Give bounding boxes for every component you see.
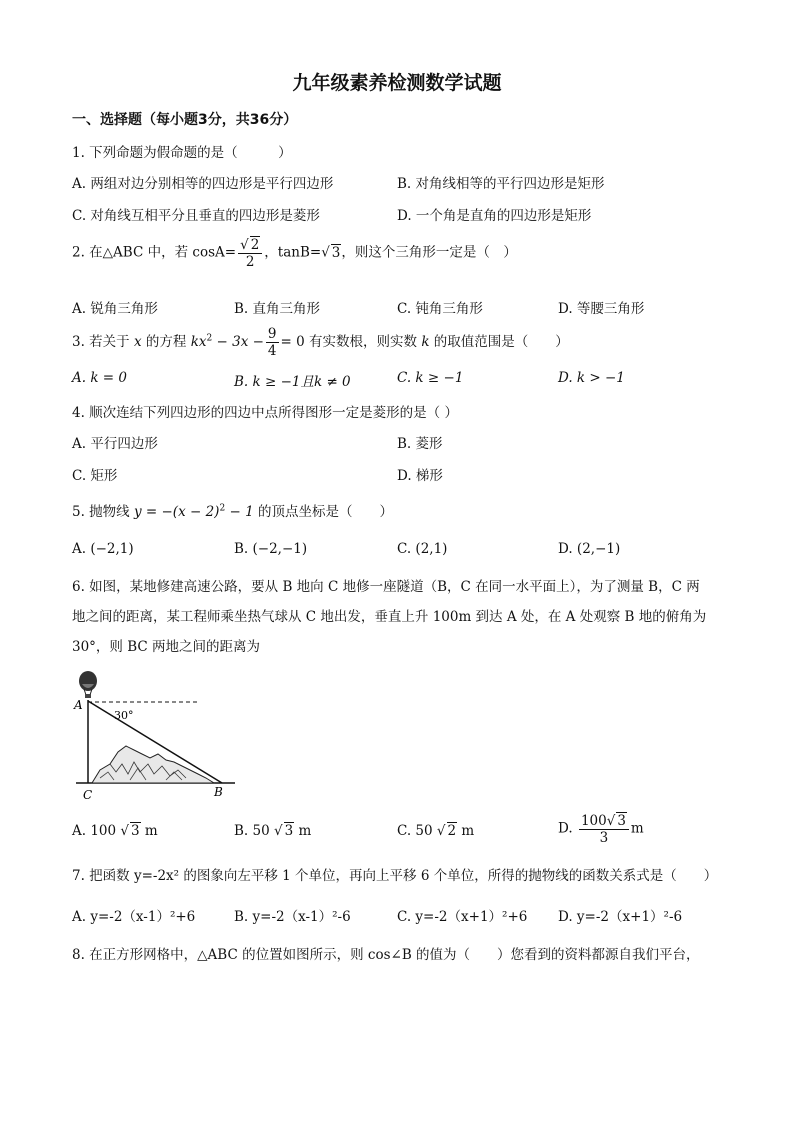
question-6-line-3: 30°，则 BC 两地之间的距离为 bbox=[72, 639, 261, 655]
question-3-k: k bbox=[421, 334, 430, 350]
question-3-option-c: C. k ≥ −1 bbox=[397, 370, 464, 386]
question-6-option-a-radicand: 3 bbox=[131, 823, 140, 839]
question-2-radicand: 3 bbox=[331, 244, 341, 261]
question-6-option-b: B. 50 √ 3 m bbox=[234, 823, 312, 839]
question-7-option-d: D. y=-2（x+1）²-6 bbox=[558, 909, 683, 925]
question-5-option-b: B. (−2,−1) bbox=[234, 541, 308, 557]
question-3-text-post: 有实数根，则实数 bbox=[309, 334, 418, 350]
question-5-option-d: D. (2,−1) bbox=[558, 541, 621, 557]
question-6-option-d-pre: D. bbox=[558, 820, 573, 837]
question-6-option-d-den: 3 bbox=[599, 830, 609, 846]
question-4-option-c: C. 矩形 bbox=[72, 468, 118, 484]
question-6-option-b-radicand: 3 bbox=[284, 823, 294, 839]
question-2-fraction-den: 2 bbox=[245, 254, 255, 270]
question-6-line-1: 6. 如图，某地修建高速公路，要从 B 地向 C 地修一座隧道（B，C 在同一水平面上），为了测量 B，C 两 bbox=[72, 579, 700, 595]
question-5-exponent: 2 bbox=[219, 503, 226, 514]
question-3-option-b: B. k ≥ −1且k ≠ 0 bbox=[234, 374, 351, 390]
question-3-option-d: D. k > −1 bbox=[558, 370, 625, 386]
question-7-stem: 7. 把函数 y=-2x² 的图象向左平移 1 个单位，再向上平移 6 个单位，所得的抛物线的函数关系式是（ ） bbox=[72, 868, 718, 884]
question-4-option-a: A. 平行四边形 bbox=[72, 436, 158, 452]
question-2-text-pre: 2. 在△ABC 中，若 cosA= bbox=[72, 244, 237, 261]
question-3-fraction-num: 9 bbox=[267, 326, 277, 342]
question-1-stem: 1. 下列命题为假命题的是（ ） bbox=[72, 145, 292, 161]
question-6-option-d-fraction: $\frac{100√ 3}{3}$ bbox=[579, 812, 629, 846]
question-8-stem: 8. 在正方形网格中，△ABC 的位置如图所示，则 cos∠B 的值为（ ）您看到的资料都源自我们平台， bbox=[72, 947, 700, 963]
question-3-eq-part3: = 0 bbox=[280, 334, 305, 350]
question-3-text-mid: 的方程 bbox=[145, 334, 187, 350]
question-6-stem bbox=[72, 572, 722, 662]
question-3-text-post2: 的取值范围是（ ） bbox=[433, 334, 569, 350]
question-6-option-d bbox=[558, 812, 644, 846]
question-6-option-d-num-radicand: 3 bbox=[617, 813, 626, 829]
question-6-option-a: A. 100 √ 3 m bbox=[72, 823, 158, 839]
label-b: B bbox=[214, 785, 223, 799]
question-2-fraction-num: 2 bbox=[250, 237, 260, 253]
angle-label: 30° bbox=[114, 709, 134, 722]
question-1-option-a: A. 两组对边分别相等的四边形是平行四边形 bbox=[72, 176, 334, 192]
question-1-option-b: B. 对角线相等的平行四边形是矩形 bbox=[397, 176, 605, 192]
question-6-option-c-pre: C. 50 bbox=[397, 823, 433, 839]
question-6-option-c-unit: m bbox=[461, 823, 475, 839]
question-5-text-post: 的顶点坐标是（ ） bbox=[257, 504, 393, 520]
question-4-option-d: D. 梯形 bbox=[397, 468, 443, 484]
question-6-option-a-pre: A. 100 bbox=[72, 823, 117, 839]
question-5-text-pre: 5. 抛物线 bbox=[72, 504, 130, 520]
label-c: C bbox=[83, 788, 93, 802]
question-3-fraction-den: 4 bbox=[267, 343, 277, 359]
question-2-fraction: $\frac{√ 2}{2}$ bbox=[238, 236, 262, 270]
question-6-option-c: C. 50 √ 2 m bbox=[397, 823, 475, 839]
question-6-line-2: 地之间的距离，某工程师乘坐热气球从 C 地出发，垂直上升 100m 到达 A 处，在 A 处观察 B 地的俯角为 bbox=[72, 609, 707, 625]
section-heading: 一、选择题（每小题3分，共36分） bbox=[72, 112, 298, 128]
question-7-option-c: C. y=-2（x+1）²+6 bbox=[397, 909, 528, 925]
question-5-expr: y = −(x − 2) bbox=[133, 504, 220, 520]
question-5-option-c: C. (2,1) bbox=[397, 541, 448, 557]
question-2-option-c: C. 钝角三角形 bbox=[397, 301, 483, 317]
question-6-option-b-unit: m bbox=[298, 823, 312, 839]
question-5-expr2: − 1 bbox=[225, 504, 254, 520]
question-2-option-d: D. 等腰三角形 bbox=[558, 301, 645, 317]
question-6-option-c-radicand: 2 bbox=[447, 823, 457, 839]
question-1-option-d: D. 一个角是直角的四边形是矩形 bbox=[397, 208, 592, 224]
question-3-stem: 3. 若关于 x 的方程 $kx^2 - 3x$ − $\frac{9}{4}$ = 0 有实数根，则实数 k 的取值范围是（ ） bbox=[72, 326, 569, 359]
question-3-variable: x bbox=[133, 334, 142, 350]
question-4-stem: 4. 顺次连结下列四边形的四边中点所得图形一定是菱形的是（ ） bbox=[72, 405, 458, 421]
question-6-option-d-unit: m bbox=[630, 820, 644, 837]
question-2-text-mid: ，tanB= bbox=[264, 244, 322, 261]
question-2-stem: 2. 在△ABC 中，若 cosA= $\frac{√ 2}{2}$ ，tanB=√ 3，则这个三角形一定是（ ） bbox=[72, 237, 517, 270]
question-5-stem bbox=[72, 500, 393, 520]
question-6-figure bbox=[70, 668, 240, 803]
mountain-icon bbox=[92, 746, 214, 783]
question-4-option-b: B. 菱形 bbox=[397, 436, 443, 452]
question-3-text-pre: 3. 若关于 bbox=[72, 334, 130, 350]
question-3-eq-part1: kx bbox=[190, 334, 207, 350]
question-6-option-a-unit: m bbox=[144, 823, 158, 839]
hot-air-balloon-icon bbox=[79, 671, 97, 698]
question-6-option-b-pre: B. 50 bbox=[234, 823, 270, 839]
question-2-option-b: B. 直角三角形 bbox=[234, 301, 321, 317]
question-3-option-a: A. k = 0 bbox=[72, 370, 127, 386]
question-5-option-a: A. (−2,1) bbox=[72, 541, 134, 557]
label-a: A bbox=[74, 698, 83, 712]
question-6-option-d-num: 100 bbox=[580, 813, 607, 829]
question-1-option-c: C. 对角线互相平分且垂直的四边形是菱形 bbox=[72, 208, 320, 224]
question-3-fraction bbox=[266, 326, 279, 359]
question-3-eq-part2: − 3x − bbox=[212, 334, 264, 350]
question-7-option-a: A. y=-2（x-1）²+6 bbox=[72, 909, 196, 925]
question-2-option-a: A. 锐角三角形 bbox=[72, 301, 158, 317]
question-2-text-post: ，则这个三角形一定是（ ） bbox=[341, 244, 517, 261]
page-title: 九年级素养检测数学试题 bbox=[292, 72, 502, 94]
question-7-option-b: B. y=-2（x-1）²-6 bbox=[234, 909, 351, 925]
